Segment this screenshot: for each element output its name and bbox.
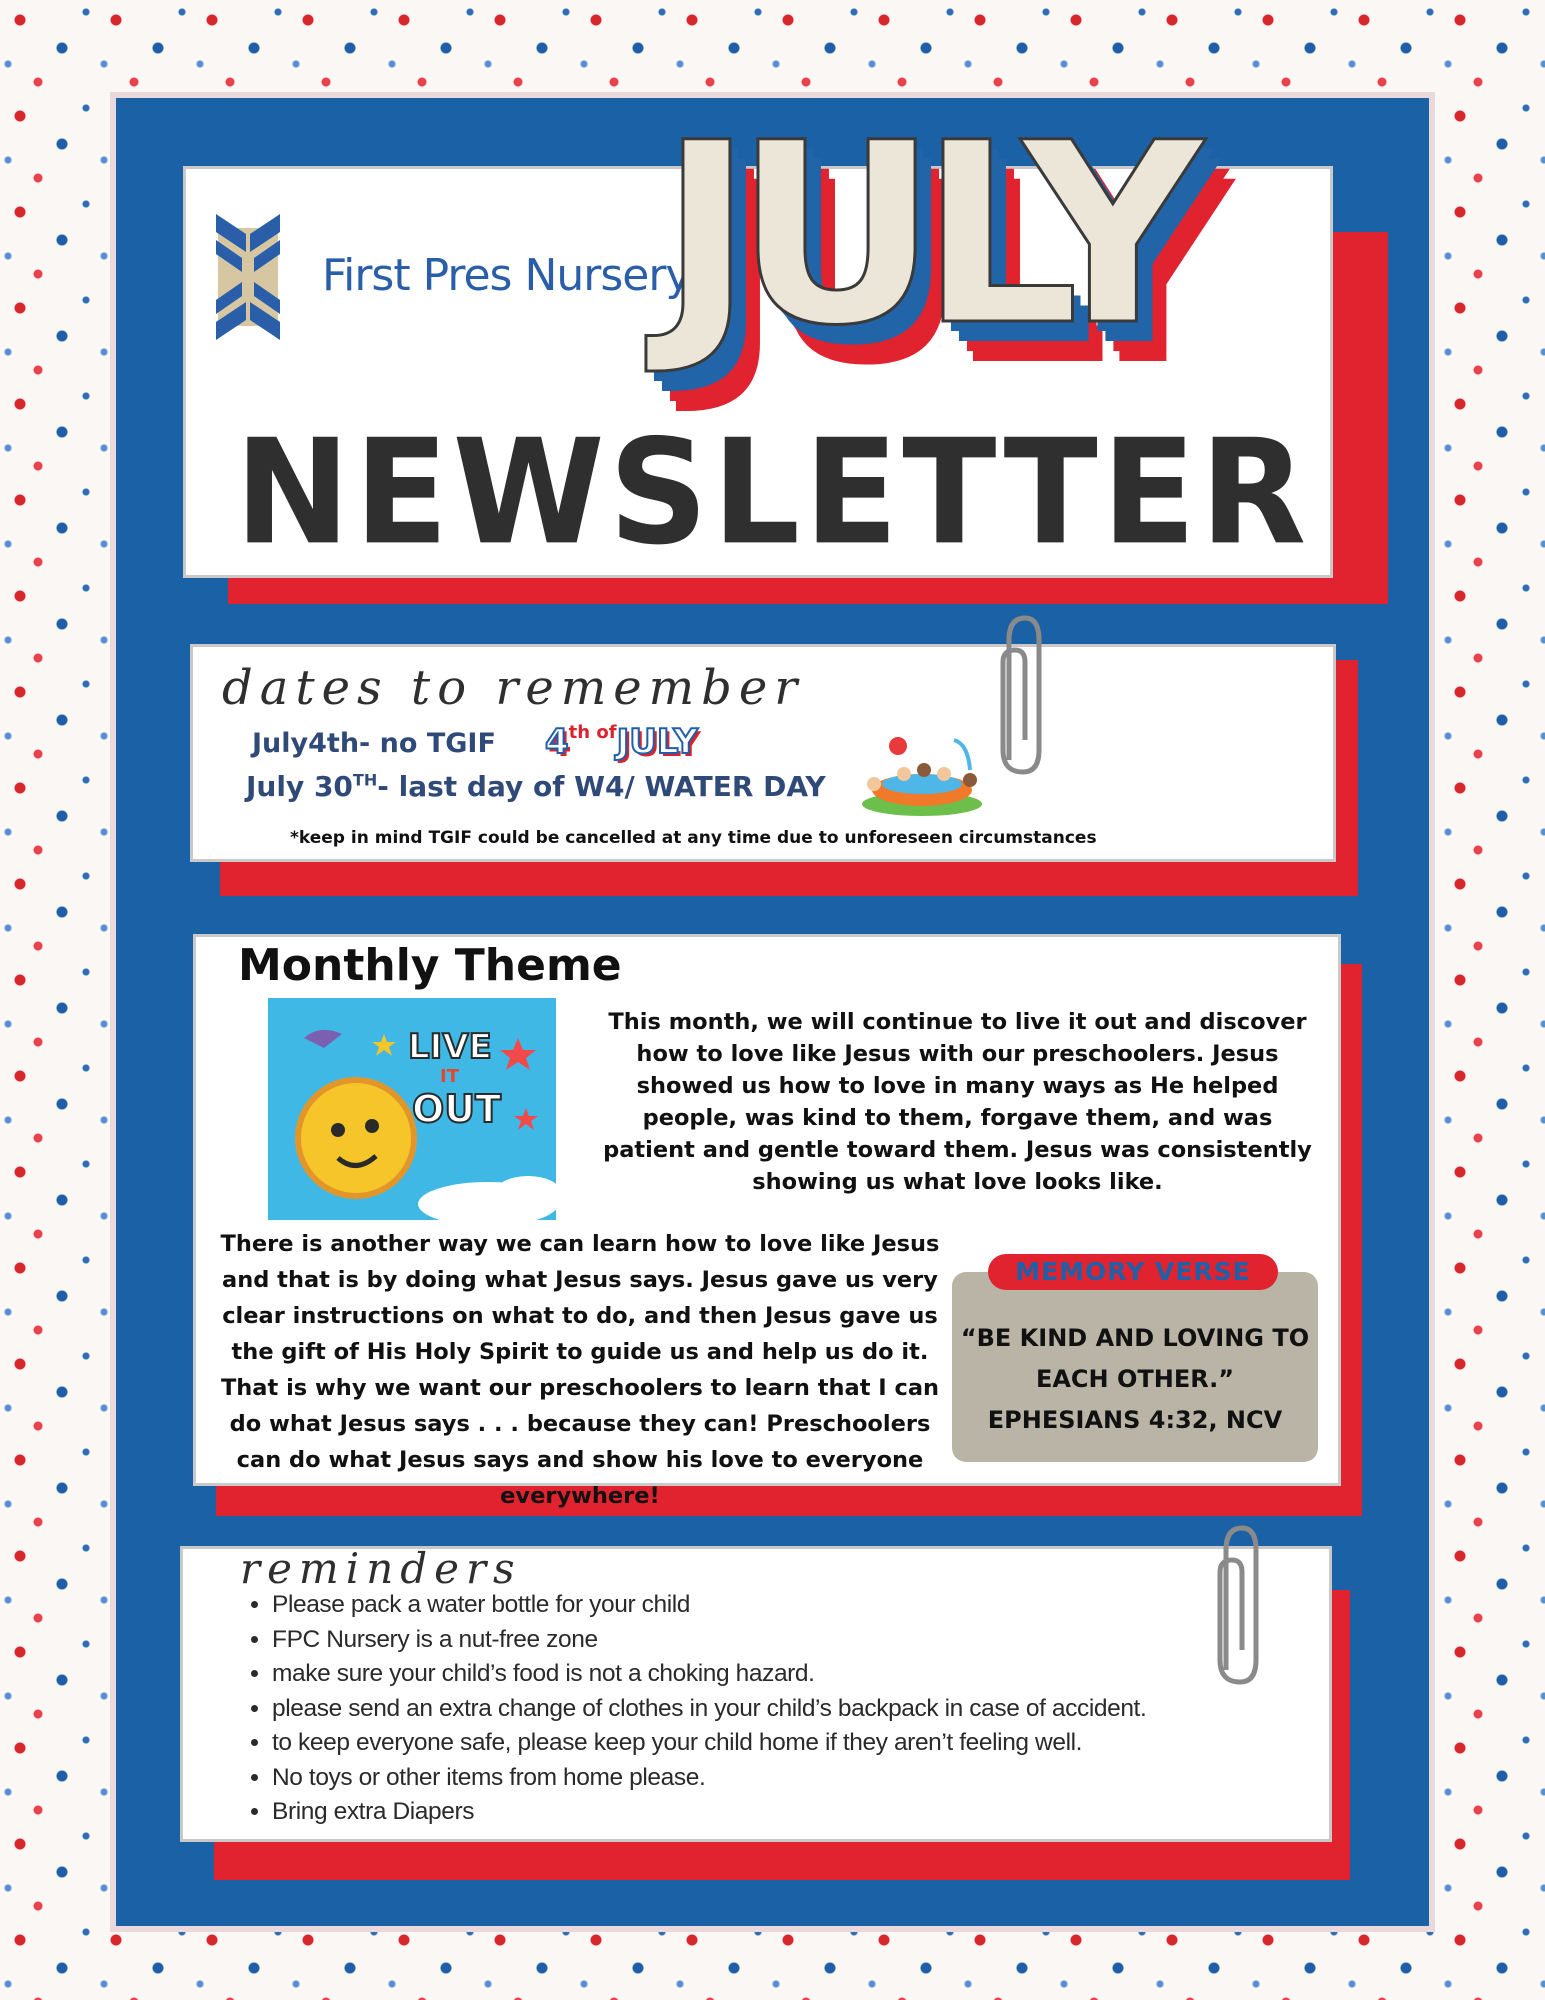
reminder-item: • Please pack a water bottle for your child [272, 1588, 1146, 1623]
image-text-it: IT [440, 1066, 459, 1087]
reminder-item: • make sure your child’s food is not a choking hazard. [272, 1657, 1146, 1692]
theme-title: Monthly Theme [238, 940, 622, 991]
reminder-item: • please send an extra change of clothes in your child’s backpack in case of accident. [272, 1692, 1146, 1727]
reminders-list [240, 1588, 1146, 1830]
date-line-july4: July4th- no TGIF [252, 728, 496, 759]
nursery-logo-icon [212, 208, 284, 346]
paperclip-icon [1212, 1520, 1262, 1690]
water-pool-icon [858, 730, 986, 818]
reminder-item: • FPC Nursery is a nut-free zone [272, 1623, 1146, 1658]
memory-verse-text: “BE KIND AND LOVING TO EACH OTHER.” EPHESIANS 4:32, NCV [960, 1324, 1310, 1434]
reminder-item: • Bring extra Diapers [272, 1795, 1146, 1830]
theme-paragraph-2: There is another way we can learn how to love like Jesus and that is by doing what Jesus says. Jesus gave us very clear instructions on what to do, and then Jesus gave us the gift of His Holy Spirit to guide us and help us do it. That is why we want our preschoolers to learn that I can do what Jesus says . . . because they can! Preschoolers can do what Jesus says and show his love to everyone everywhere! [220, 1231, 940, 1509]
reminder-item: • No toys or other items from home please. [272, 1761, 1146, 1796]
logo-text: First Pres Nursery [322, 250, 691, 301]
reminder-item: • to keep everyone safe, please keep your child home if they aren’t feeling well. [272, 1726, 1146, 1761]
newsletter-title: NEWSLETTER [234, 407, 1311, 578]
reminders-heading: reminders [240, 1544, 522, 1593]
fourth-of-july-badge: 4th ofJULY [545, 722, 698, 762]
date-line-july30: July 30TH- last day of W4/ WATER DAY [246, 770, 826, 803]
july-word: JULY [660, 89, 1186, 380]
image-text-out: OUT [412, 1087, 502, 1131]
dates-heading: dates to remember [222, 660, 805, 716]
live-it-out-image [268, 998, 556, 1220]
tgif-note: *keep in mind TGIF could be cancelled at any time due to unforeseen circumstances [290, 828, 1097, 848]
paperclip-icon [995, 610, 1045, 780]
image-text-live: LIVE [408, 1027, 492, 1067]
july-title [650, 89, 1330, 440]
memory-verse-label: MEMORY VERSE [988, 1254, 1278, 1290]
theme-paragraph-1: This month, we will continue to live it out and discover how to love like Jesus with our preschoolers. Jesus showed us how to love in many ways as He helped people, was kind to them, forgave them, and was patient and gentle toward them. Jesus was consistently showing us what love looks like. [603, 1009, 1312, 1195]
